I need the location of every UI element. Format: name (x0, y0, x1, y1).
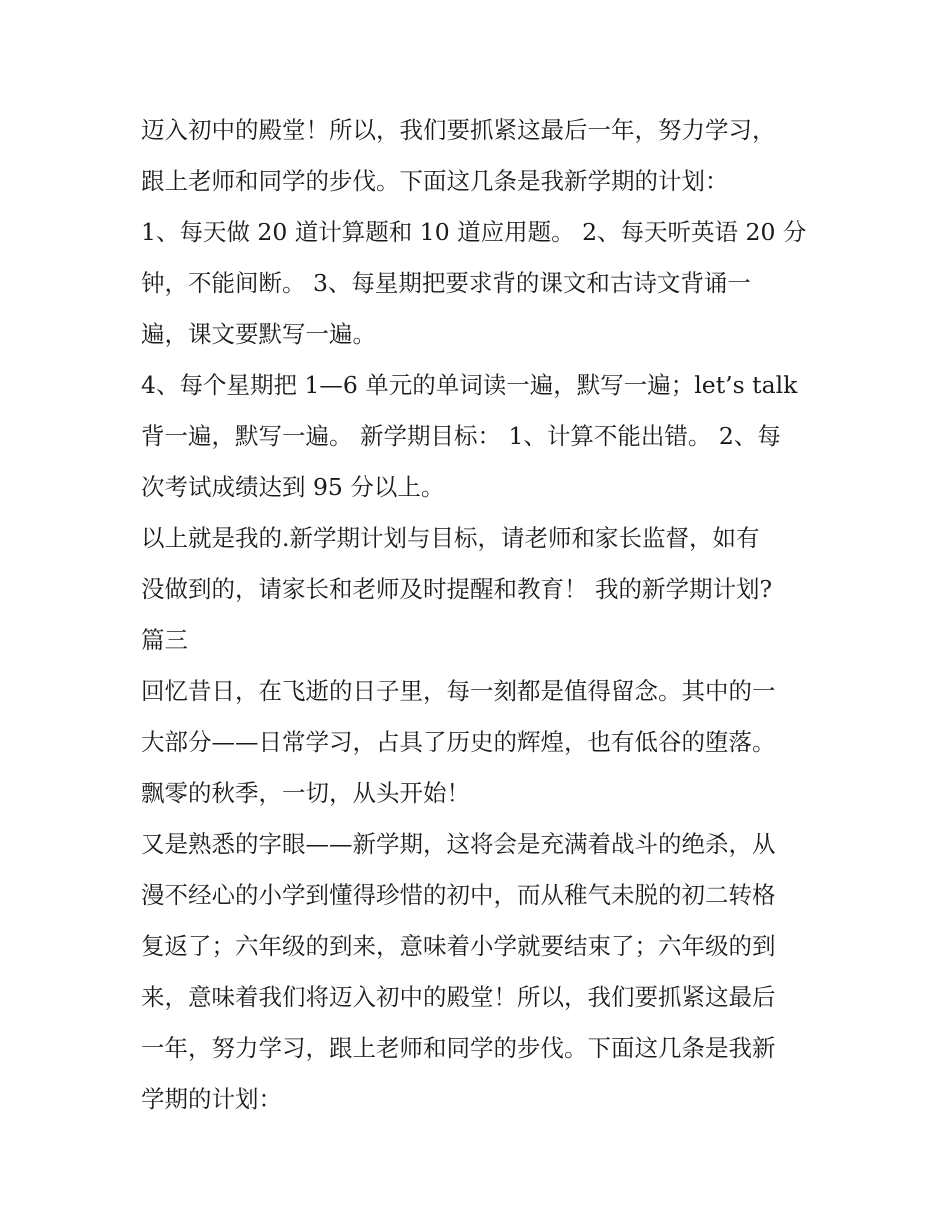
text-line: 遍，课文要默写一遍。 (141, 320, 376, 348)
text-line: 大部分——日常学习，占具了历史的辉煌，也有低谷的堕落。 (141, 728, 776, 756)
text-line: 来，意味着我们将迈入初中的殿堂！所以，我们要抓紧这最后 (141, 983, 776, 1011)
text-line: 又是熟悉的字眼——新学期，这将会是充满着战斗的绝杀，从 (141, 830, 776, 858)
text-line: 以上就是我的.新学期计划与目标，请老师和家长监督，如有 (141, 524, 760, 552)
text-line: 跟上老师和同学的步伐。下面这几条是我新学期的计划： (141, 167, 729, 195)
text-line: 没做到的，请家长和老师及时提醒和教育！ 我的新学期计划? (141, 575, 773, 603)
text-line: 一年，努力学习，跟上老师和同学的步伐。下面这几条是我新 (141, 1034, 776, 1062)
text-line: 次考试成绩达到 95 分以上。 (141, 473, 445, 501)
text-line: 钟，不能间断。 3、每星期把要求背的课文和古诗文背诵一 (141, 269, 751, 297)
text-line: 迈入初中的殿堂！所以，我们要抓紧这最后一年，努力学习， (141, 116, 776, 144)
text-line: 1、每天做 20 道计算题和 10 道应用题。 2、每天听英语 20 分 (141, 218, 807, 246)
text-line: 回忆昔日，在飞逝的日子里，每一刻都是值得留念。其中的一 (141, 677, 776, 705)
section-heading: 篇三 (141, 626, 188, 654)
text-line: 学期的计划： (141, 1085, 282, 1113)
text-line: 复返了；六年级的到来，意味着小学就要结束了；六年级的到 (141, 932, 776, 960)
text-line: 4、每个星期把 1—6 单元的单词读一遍，默写一遍；let’s talk (141, 371, 798, 399)
text-line: 背一遍，默写一遍。 新学期目标： 1、计算不能出错。 2、每 (141, 422, 781, 450)
text-line: 漫不经心的小学到懂得珍惜的初中，而从稚气未脱的初二转格 (141, 881, 776, 909)
text-line: 飘零的秋季，一切，从头开始！ (141, 779, 470, 807)
